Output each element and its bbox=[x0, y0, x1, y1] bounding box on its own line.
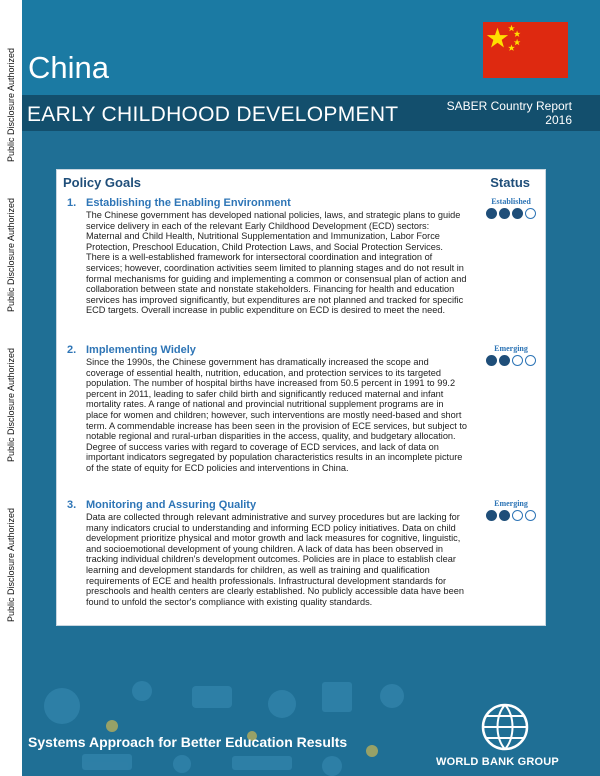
rating-dot-filled-icon bbox=[486, 355, 497, 366]
report-year: 2016 bbox=[545, 113, 572, 127]
status-rating bbox=[479, 208, 543, 219]
section-title: EARLY CHILDHOOD DEVELOPMENT bbox=[27, 103, 399, 126]
country-title: China bbox=[28, 50, 109, 85]
rating-dot-filled-icon bbox=[486, 208, 497, 219]
rating-dot-empty-icon bbox=[525, 510, 536, 521]
status-label: Emerging bbox=[494, 499, 528, 508]
rating-dot-filled-icon bbox=[499, 355, 510, 366]
goal-number: 2. bbox=[67, 344, 77, 356]
footer bbox=[22, 676, 600, 776]
disclosure-label: Public Disclosure Authorized bbox=[6, 507, 16, 623]
world-bank-group-logo-text: WORLD BANK GROUP bbox=[436, 756, 559, 768]
rating-dot-empty-icon bbox=[525, 355, 536, 366]
status-rating bbox=[479, 510, 543, 521]
policy-goals-heading: Policy Goals bbox=[63, 175, 142, 190]
goal-title: Implementing Widely bbox=[86, 344, 196, 356]
status-label: Established bbox=[491, 197, 531, 206]
china-flag-icon bbox=[483, 22, 568, 78]
goal-number: 3. bbox=[67, 499, 77, 511]
status-indicator bbox=[479, 499, 543, 521]
goal-item bbox=[67, 344, 467, 474]
rating-dot-filled-icon bbox=[499, 208, 510, 219]
world-bank-globe-icon bbox=[481, 703, 529, 751]
report-info bbox=[447, 99, 572, 127]
status-label: Emerging bbox=[494, 344, 528, 353]
disclosure-label: Public Disclosure Authorized bbox=[6, 47, 16, 163]
policy-goals-panel bbox=[56, 169, 546, 626]
status-indicator bbox=[479, 344, 543, 366]
rating-dot-filled-icon bbox=[512, 208, 523, 219]
status-rating bbox=[479, 355, 543, 366]
saber-tagline: Systems Approach for Better Education Results bbox=[28, 734, 348, 750]
goal-description: The Chinese government has developed national policies, laws, and strategic plans to guide service delivery in each of the relevant Early Childhood Development (ECD) sectors: Maternal and Child Health, Nutritional Supplementation and Immunization, Labor Force Protection, Preschool Education, Child Protection Laws, and Social Protection Services. There is a well-established framework for intersectoral coordination and integration of services; however, coordination activities seem limited to planning stages and do not result in formal mechanisms for guiding and implementing a common or consensual plan of action and collaboration between state and nonstate stakeholders. Financing for health and education services has improved significantly, but expenditures are not planned and tracked for specific ECD targets. Overall increase in public expenditure on ECD is desired to meet the need. bbox=[86, 210, 467, 316]
disclosure-label: Public Disclosure Authorized bbox=[6, 197, 16, 313]
goal-description: Since the 1990s, the Chinese government has dramatically increased the scope and coverage of essential health, nutrition, education, and protection services to its targeted population. The number of hospital births have increased from 50.5 percent in 1991 to 99.2 percent in 2011, leading to safer child birth and significantly reduced maternal and infant mortality rates. A range of national and provincial nutritional supplement programs are in place for women and children; however, such interventions are mostly need-based and short term. A commendable increase has been seen in the provision of ECE services, but subject to notable regional and rural-urban disparities in the access, quality, and budgetary allocation. Degree of success varies with regard to coverage of ECD services, and lack of data on important indicators segregated by population characteristics results in an incomplete picture of the state of equity for ECD policies and interventions in China. bbox=[86, 357, 467, 473]
rating-dot-filled-icon bbox=[499, 510, 510, 521]
goal-number: 1. bbox=[67, 197, 77, 209]
rating-dot-empty-icon bbox=[512, 510, 523, 521]
goal-heading bbox=[67, 197, 467, 210]
goal-item bbox=[67, 499, 467, 607]
goal-title: Establishing the Enabling Environment bbox=[86, 197, 291, 209]
goal-item bbox=[67, 197, 467, 316]
rating-dot-empty-icon bbox=[512, 355, 523, 366]
rating-dot-empty-icon bbox=[525, 208, 536, 219]
rating-dot-filled-icon bbox=[486, 510, 497, 521]
disclosure-label: Public Disclosure Authorized bbox=[6, 347, 16, 463]
goal-heading bbox=[67, 344, 467, 357]
goal-heading bbox=[67, 499, 467, 512]
goal-title: Monitoring and Assuring Quality bbox=[86, 499, 257, 511]
report-name: SABER Country Report bbox=[446, 99, 572, 113]
status-heading: Status bbox=[490, 175, 530, 190]
goal-description: Data are collected through relevant administrative and survey procedures but are lacking for many indicators crucial to understanding and informing ECD policy initiatives. Data on child development prioritize physical and motor growth and lack measures for cognitive, linguistic, and socioemotional development of young children. A lack of data has been observed in tracking individual children's development outcomes. Policies are in place to establish clear learning and development standards for children, as well as training and qualification requirements of ECE and health professionals. Infrastructural development standards for preschools and health centers are clearly established. No publicly accessible data have been found to unfold the sector's compliance with existing quality standards. bbox=[86, 512, 464, 607]
status-indicator bbox=[479, 197, 543, 219]
